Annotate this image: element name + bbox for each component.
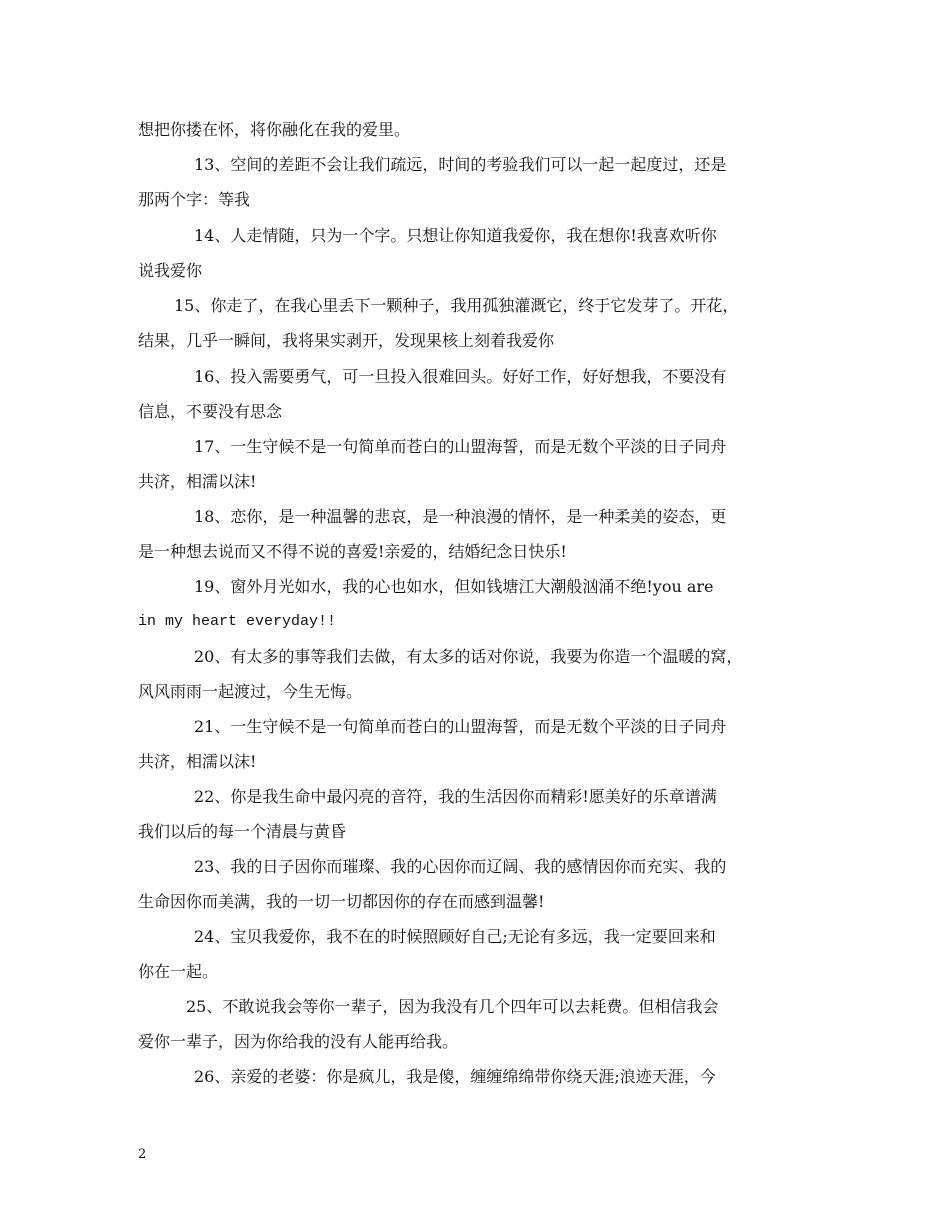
text-line: 15、你走了，在我心里丢下一颗种子，我用孤独灌溉它，终于它发芽了。开花， [174, 296, 739, 315]
text-line: 信息，不要没有思念 [138, 402, 283, 421]
text-line: 结果，几乎一瞬间，我将果实剥开，发现果核上刻着我爱你 [138, 331, 555, 350]
text-line: 25、不敢说我会等你一辈子，因为我没有几个四年可以去耗费。但相信我会 [186, 997, 719, 1016]
page-number: 2 [138, 1147, 147, 1162]
text-line: 是一种想去说而又不得不说的喜爱!亲爱的，结婚纪念日快乐! [138, 542, 567, 561]
text-line: 21、一生守候不是一句简单而苍白的山盟海誓，而是无数个平淡的日子同舟 [194, 717, 727, 736]
text-line: 说我爱你 [138, 261, 203, 280]
text-line: 13、空间的差距不会让我们疏远，时间的考验我们可以一起一起度过，还是 [194, 155, 727, 174]
text-line: 24、宝贝我爱你，我不在的时候照顾好自己;无论有多远，我一定要回来和 [194, 927, 716, 946]
text-line: 生命因你而美满，我的一切一切都因你的存在而感到温馨! [138, 892, 545, 911]
text-line: 26、亲爱的老婆：你是疯儿，我是傻，缠缠绵绵带你绕天涯;浪迹天涯，今 [194, 1067, 716, 1086]
text-line: 14、人走情随，只为一个字。只想让你知道我爱你，我在想你!我喜欢听你 [194, 226, 717, 245]
text-line: 想把你搂在怀，将你融化在我的爱里。 [138, 120, 411, 139]
text-line: 19、窗外月光如水，我的心也如水，但如钱塘江大潮般汹涌不绝!you are [194, 577, 714, 596]
text-line: 18、恋你，是一种温馨的悲哀，是一种浪漫的情怀，是一种柔美的姿态，更 [194, 507, 727, 526]
text-line: 你在一起。 [138, 962, 219, 981]
text-line: 20、有太多的事等我们去做，有太多的话对你说，我要为你造一个温暖的窝， [194, 647, 743, 666]
text-line: 22、你是我生命中最闪亮的音符，我的生活因你而精彩!愿美好的乐章谱满 [194, 787, 717, 806]
text-line: 爱你一辈子，因为你给我的没有人能再给我。 [138, 1032, 459, 1051]
text-line: 23、我的日子因你而璀璨、我的心因你而辽阔、我的感情因你而充实、我的 [194, 857, 727, 876]
text-line: 17、一生守候不是一句简单而苍白的山盟海誓，而是无数个平淡的日子同舟 [194, 437, 727, 456]
text-line: 共济，相濡以沫! [138, 472, 257, 491]
text-line: in my heart everyday!! [138, 613, 337, 630]
text-line: 我们以后的每一个清晨与黄昏 [138, 822, 347, 841]
text-line: 16、投入需要勇气，可一旦投入很难回头。好好工作，好好想我，不要没有 [194, 367, 727, 386]
text-line: 风风雨雨一起渡过，今生无悔。 [138, 682, 363, 701]
text-line: 共济，相濡以沫! [138, 752, 257, 771]
text-line: 那两个字：等我 [138, 190, 251, 209]
